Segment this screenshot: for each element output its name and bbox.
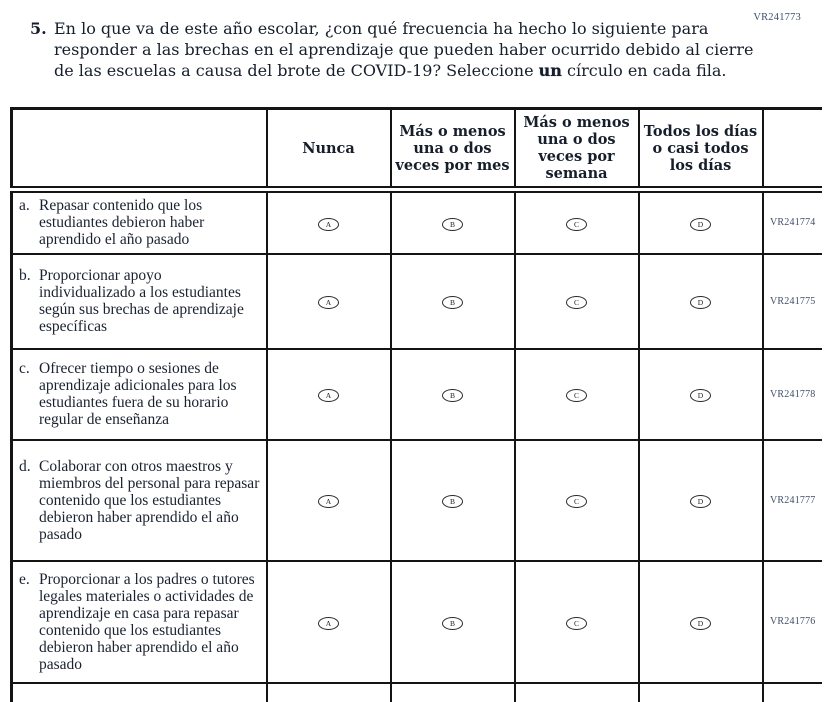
item-letter: e. (19, 570, 30, 588)
option-cell-todos-los-dias (639, 349, 763, 440)
frequency-matrix-table (10, 107, 822, 702)
item-letter: a. (19, 197, 30, 215)
item-letter: c. (19, 360, 30, 377)
bubble-letter: D (697, 298, 704, 307)
option-cell-veces-por-semana (515, 349, 639, 440)
answer-bubble-c[interactable] (566, 218, 587, 231)
item-text: Ofrecer tiempo o sesiones de aprendizaje adicionales para los estudiantes fuera de su horario regular de enseñanza (39, 360, 237, 428)
bubble-letter: A (325, 391, 332, 400)
bubble-letter: B (449, 391, 455, 400)
answer-bubble-a[interactable] (318, 218, 339, 231)
bubble-letter: C (573, 391, 579, 400)
answer-bubble-b[interactable] (442, 389, 463, 402)
question-line-3 (54, 60, 753, 81)
bubble-letter: C (573, 497, 579, 506)
item-text: Proporcionar a los padres o tutores legales materiales o actividades de aprendizaje en casa para repasar contenido que los estudiantes debieron haber aprendido el año pasado (39, 570, 255, 673)
answer-bubble-b[interactable] (442, 296, 463, 309)
row-code: VR241776 (763, 561, 823, 683)
bubble-letter: D (697, 618, 704, 628)
item-column-header (12, 109, 267, 190)
item-letter: d. (19, 457, 31, 475)
item-text: Proporcionar apoyo individualizado a los estudiantes según sus brechas de aprendizaje específicas (39, 267, 244, 335)
option-cell-todos-los-dias (639, 254, 763, 349)
bubble-letter: B (449, 298, 455, 307)
answer-bubble-b[interactable] (442, 218, 463, 231)
row-code: VR241778 (763, 349, 823, 440)
question-line-1: En lo que va de este año escolar, ¿con qué frecuencia ha hecho lo siguiente para (54, 19, 709, 38)
bubble-letter: D (697, 391, 704, 400)
option-cell-veces-por-semana (515, 440, 639, 561)
table-row (12, 440, 823, 561)
option-cell-veces-por-mes (391, 440, 515, 561)
answer-bubble-c[interactable] (566, 617, 587, 630)
bubble-letter: A (325, 298, 332, 307)
answer-bubble-a[interactable] (318, 495, 339, 508)
bubble-letter: C (573, 298, 579, 307)
code-column-header (763, 109, 823, 190)
answer-bubble-c[interactable] (566, 296, 587, 309)
answer-bubble-d[interactable] (690, 389, 711, 402)
option-cell-veces-por-semana (515, 190, 639, 254)
option-cell-nunca (267, 349, 391, 440)
bubble-letter: C (573, 219, 579, 229)
column-header-todos-los-dias: Todos los días o casi todos los días (639, 109, 763, 190)
bubble-letter: A (325, 497, 332, 506)
answer-bubble-b[interactable] (442, 617, 463, 630)
question-emphasis: un (538, 61, 562, 80)
answer-bubble-d[interactable] (690, 617, 711, 630)
bubble-letter: C (573, 618, 579, 628)
option-cell-nunca (267, 190, 391, 254)
answer-bubble-c[interactable] (566, 389, 587, 402)
bubble-letter: A (325, 219, 332, 229)
row-code: VR241775 (763, 254, 823, 349)
option-cell-todos-los-dias (639, 190, 763, 254)
question-number: 5. (30, 19, 47, 38)
table-row (12, 254, 823, 349)
frequency-matrix (10, 107, 822, 702)
item-letter: b. (19, 267, 31, 284)
bubble-letter: D (697, 219, 704, 229)
item-text: Colaborar con otros maestros y miembros del personal para repasar contenido que los estudiantes debieron haber aprendido el año pasado (39, 457, 260, 543)
question-text (54, 18, 753, 81)
answer-bubble-d[interactable] (690, 218, 711, 231)
option-cell-todos-los-dias (639, 440, 763, 561)
item-cell (12, 254, 267, 349)
bubble-letter: D (697, 497, 704, 506)
answer-bubble-a[interactable] (318, 296, 339, 309)
column-header-nunca: Nunca (267, 109, 391, 190)
option-cell-nunca (267, 440, 391, 561)
option-cell-veces-por-semana (515, 254, 639, 349)
table-row (12, 349, 823, 440)
bubble-letter: B (449, 219, 455, 229)
item-cell (12, 190, 267, 254)
option-cell-veces-por-mes (391, 254, 515, 349)
option-cell-todos-los-dias (639, 561, 763, 683)
option-cell-veces-por-mes (391, 349, 515, 440)
form-code: VR241773 (753, 12, 801, 23)
table-row (12, 190, 823, 254)
option-cell-nunca (267, 561, 391, 683)
item-cell (12, 440, 267, 561)
column-header-veces-por-semana: Más o menos una o dos veces por semana (515, 109, 639, 190)
table-row (12, 561, 823, 683)
answer-bubble-d[interactable] (690, 296, 711, 309)
question-line-3-before: de las escuelas a causa del brote de COVID-19? Seleccione (54, 61, 539, 80)
option-cell-veces-por-semana (515, 561, 639, 683)
bubble-letter: A (325, 618, 332, 628)
item-cell (12, 349, 267, 440)
answer-bubble-b[interactable] (442, 495, 463, 508)
column-header-veces-por-mes: Más o menos una o dos veces por mes (391, 109, 515, 190)
row-code: VR241777 (763, 440, 823, 561)
question-line-3-after: círculo en cada fila. (561, 61, 727, 80)
bubble-letter: B (449, 618, 455, 628)
answer-bubble-a[interactable] (318, 389, 339, 402)
option-cell-veces-por-mes (391, 190, 515, 254)
item-text: Repasar contenido que los estudiantes debieron haber aprendido el año pasado (39, 197, 205, 249)
bubble-letter: B (449, 497, 455, 506)
option-cell-nunca (267, 254, 391, 349)
header-row (12, 109, 823, 190)
item-cell (12, 561, 267, 683)
answer-bubble-d[interactable] (690, 495, 711, 508)
cutoff-next-row (12, 683, 823, 702)
answer-bubble-a[interactable] (318, 617, 339, 630)
option-cell-veces-por-mes (391, 561, 515, 683)
question-line-2: responder a las brechas en el aprendizaje que pueden haber ocurrido debido al cierre (54, 40, 754, 59)
row-code: VR241774 (763, 190, 823, 254)
answer-bubble-c[interactable] (566, 495, 587, 508)
question-block (30, 18, 790, 81)
